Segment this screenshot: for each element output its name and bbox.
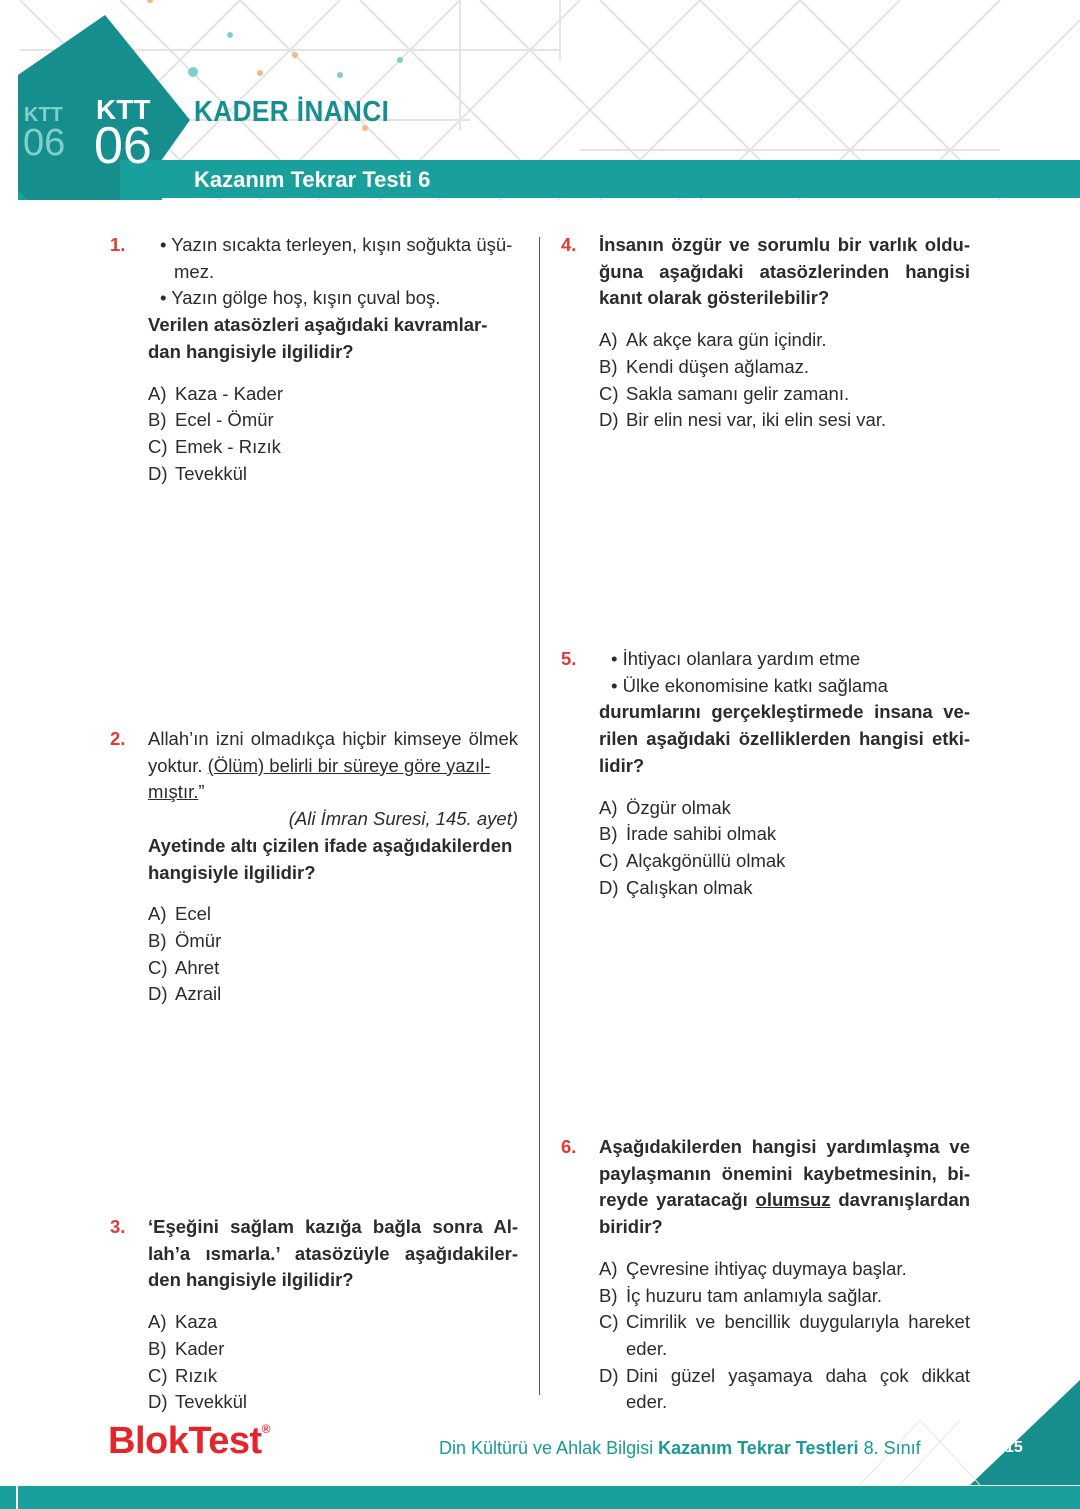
question-number: 2. xyxy=(110,728,126,749)
question-stem: Ayetinde altı çizilen ifade aşağıdakilerden hangisiyle ilgilidir? xyxy=(148,834,513,883)
question-number: 3. xyxy=(110,1216,126,1237)
question-stem-end: kanıt olarak gösterilebilir? xyxy=(599,287,830,309)
option-a[interactable]: A) Ecel xyxy=(148,903,211,925)
option-a[interactable]: A) Kaza - Kader xyxy=(148,382,283,404)
question-stem: ‘Eşeğini sağlam kazığa bağla sonra Al- lah’a ısmarla.’ atasözüyle aşağıdakiler- xyxy=(148,1216,518,1264)
footer-book-title: Din Kültürü ve Ahlak Bilgisi Kazanım Tekrar Testleri 8. Sınıf xyxy=(439,1438,921,1458)
option-b[interactable]: B) İç huzuru tam anlamıyla sağlar. xyxy=(599,1284,883,1306)
question-number: 5. xyxy=(561,648,577,669)
option-b[interactable]: B) Kader xyxy=(148,1337,225,1359)
option-c[interactable]: C) Rızık xyxy=(148,1364,218,1386)
bullet: • Yazın gölge hoş, kışın çuval boş. xyxy=(160,287,441,309)
option-d[interactable]: D) Tevekkül xyxy=(148,1391,247,1413)
question-text: Allah’ın izni olmadıkça hiçbir kimseye ölmek yoktur. (Ölüm) belirli bir süreye göre yazıl- mıştır.” xyxy=(148,728,518,803)
option-a[interactable]: A) Ak akçe kara gün içindir. xyxy=(599,329,827,351)
test-title-band xyxy=(162,160,1080,198)
option-a[interactable]: A) Kaza xyxy=(148,1311,218,1333)
option-b[interactable]: B) Ömür xyxy=(148,929,222,951)
option-a[interactable]: A) Çevresine ihtiyaç duymaya başlar. xyxy=(599,1257,907,1279)
option-d[interactable]: D) Dini güzel yaşamaya daha çok dikkat eder. xyxy=(599,1364,970,1413)
unit-title: KADER İNANCI xyxy=(194,96,390,128)
options xyxy=(148,901,518,1008)
options xyxy=(599,327,970,434)
badge-number: 06 xyxy=(94,117,152,175)
option-c[interactable]: C) Cimrilik ve bencillik duygularıyla hareket eder. xyxy=(599,1311,970,1359)
question-6 xyxy=(561,1134,970,1416)
option-b[interactable]: B) Ecel - Ömür xyxy=(148,409,274,431)
question-stem: Aşağıdakilerden hangisi yardımlaşma ve paylaşmanın önemini kaybetmesinin, bi- reyde yaratacağı olumsuz davranışlardan xyxy=(599,1136,970,1211)
bullet: • İhtiyacı olanlara yardım etme xyxy=(611,648,861,669)
badge-label-shadow: KTT xyxy=(24,104,63,126)
page-number: 15 xyxy=(1005,1439,1023,1456)
question-stem-end: lidir? xyxy=(599,754,645,776)
option-d[interactable]: D) Tevekkül xyxy=(148,462,247,484)
option-c[interactable]: C) Emek - Rızık xyxy=(148,435,281,457)
column-divider xyxy=(539,237,540,1395)
option-a[interactable]: A) Özgür olmak xyxy=(599,796,731,818)
option-b[interactable]: B) Kendi düşen ağlamaz. xyxy=(599,355,810,377)
question-number: 6. xyxy=(561,1136,577,1157)
bloktest-logo: BlokTest® xyxy=(108,1420,271,1462)
option-c[interactable]: C) Ahret xyxy=(148,956,220,978)
test-title: Kazanım Tekrar Testi 6 xyxy=(194,167,431,192)
verse-source: (Ali İmran Suresi, 145. ayet) xyxy=(288,808,518,830)
bullet: • Yazın sıcakta terleyen, kışın soğukta üşü- mez. xyxy=(160,234,513,282)
options xyxy=(599,795,970,902)
question-5 xyxy=(561,646,970,901)
options xyxy=(148,381,518,488)
question-number: 4. xyxy=(561,234,577,255)
question-stem: Verilen atasözleri aşağıdaki kavramlar- dan hangisiyle ilgilidir? xyxy=(148,314,488,362)
question-4 xyxy=(561,232,970,434)
question-stem: durumlarını gerçekleştirmede insana ve- rilen aşağıdaki özelliklerden hangisi etki- xyxy=(599,701,970,750)
badge-number-shadow: 06 xyxy=(23,122,66,164)
option-c[interactable]: C) Alçakgönüllü olmak xyxy=(599,849,786,871)
badge-label: KTT xyxy=(96,94,151,125)
question-stem: İnsanın özgür ve sorumlu bir varlık oldu- ğuna aşağıdaki atasözlerinden hangisi xyxy=(599,234,970,282)
question-2 xyxy=(110,726,518,1008)
question-number: 1. xyxy=(110,234,126,255)
question-stem-end: biridir? xyxy=(599,1216,663,1238)
option-c[interactable]: C) Sakla samanı gelir zamanı. xyxy=(599,382,850,404)
question-1 xyxy=(110,232,518,487)
option-d[interactable]: D) Bir elin nesi var, iki elin sesi var. xyxy=(599,409,887,431)
bullet: • Ülke ekonomisine katkı sağlama xyxy=(611,674,888,696)
option-b[interactable]: B) İrade sahibi olmak xyxy=(599,823,777,845)
option-d[interactable]: D) Çalışkan olmak xyxy=(599,876,753,898)
option-d[interactable]: D) Azrail xyxy=(148,983,222,1005)
question-stem-end: den hangisiyle ilgilidir? xyxy=(148,1269,354,1291)
